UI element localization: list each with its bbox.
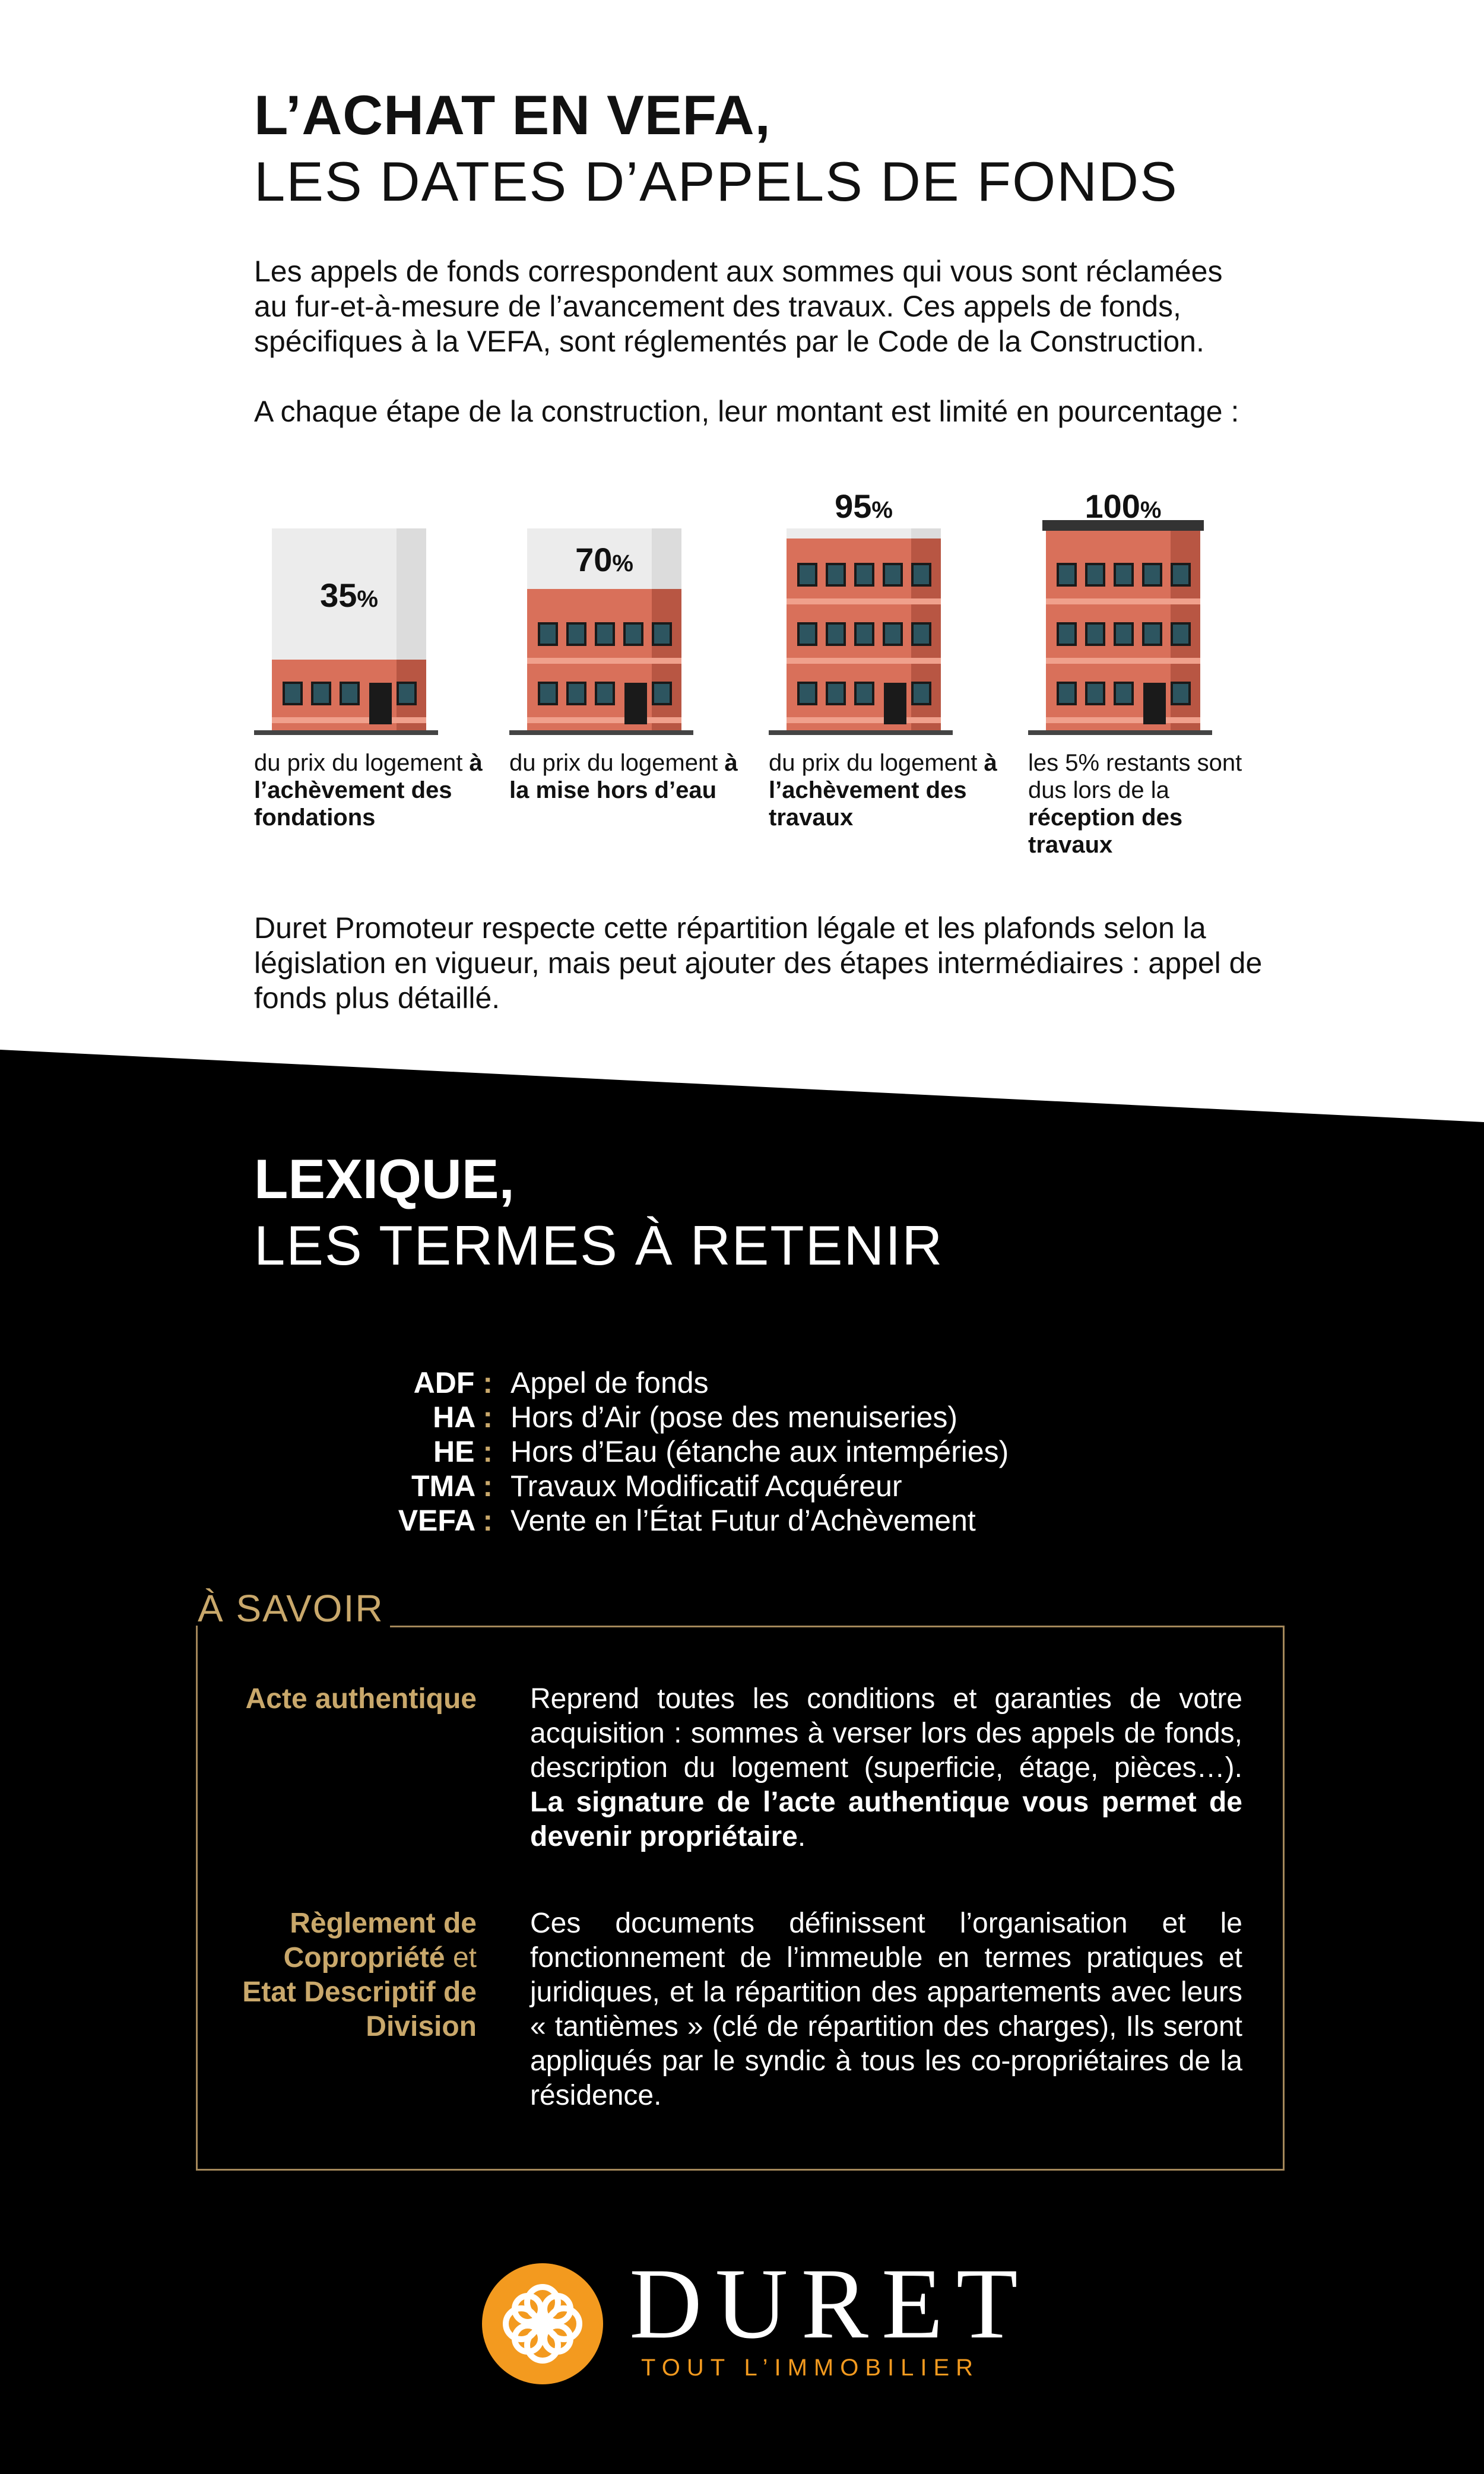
lexique-def: Appel de fonds [510, 1366, 709, 1399]
building-icon [1028, 517, 1218, 742]
lexique-row [332, 1434, 1163, 1469]
lexique-def: Hors d’Eau (étanche aux intempéries) [510, 1435, 1009, 1468]
duret-logo-icon [482, 2263, 603, 2384]
vefa-title [254, 82, 1178, 215]
stage-caption: du prix du logement à la mise hors d’eau [509, 750, 738, 803]
stage-caption: du prix du logement à l’achèvement des travaux [769, 750, 997, 831]
lexique-abbr: HA : [433, 1401, 493, 1434]
stage-percent: 35% [320, 576, 378, 614]
building-icon [769, 517, 959, 742]
stage-caption: du prix du logement à l’achèvement des fondations [254, 750, 483, 831]
savoir-term-reglement: Règlement de Copropriété et Etat Descriptif de Division [242, 1908, 477, 2042]
vefa-title-light: LES DATES D’APPELS DE FONDS [254, 150, 1178, 213]
lexique-row [332, 1400, 1163, 1434]
lexique-abbr: HE : [433, 1435, 493, 1468]
lexique-title-light: LES TERMES À RETENIR [254, 1214, 944, 1276]
lexique-def: Travaux Modificatif Acquéreur [510, 1469, 902, 1503]
intro-paragraph-1: Les appels de fonds correspondent aux sommes qui vous sont réclamées au fur-et-à-mesure de l’avancement des travaux. Ces appels de fonds, spécifiques à la VEFA, sont réglementés par le Code de la Construction. [254, 255, 1223, 358]
intro-paragraph-2: A chaque étape de la construction, leur montant est limité en pourcentage : [254, 395, 1239, 428]
savoir-term-acte: Acte authentique [245, 1683, 477, 1715]
duret-logo-tagline: TOUT L’IMMOBILIER [641, 2355, 980, 2381]
lexique-abbr: TMA : [411, 1469, 493, 1503]
lexique-row [332, 1469, 1163, 1503]
savoir-text-reglement: Ces documents définissent l’organisation et le fonctionnement de l’immeuble en termes pratiques et juridiques, et la répartition des appartements avec leurs « tantièmes » (clé de répartition des charges), Ils seront appliqués par le syndic à tous les co-propriétaires de la résidence. [530, 1908, 1242, 2111]
lexique-def: Hors d’Air (pose des menuiseries) [510, 1401, 958, 1434]
lexique-row [332, 1503, 1163, 1538]
building-icon [254, 517, 444, 742]
lexique-title-bold: LEXIQUE, [254, 1148, 515, 1210]
lexique-title [254, 1146, 943, 1279]
stage-percent: 70% [575, 541, 633, 578]
lexique-abbr: ADF : [413, 1366, 493, 1399]
stage-caption: les 5% restants sont dus lors de la réception des travaux [1028, 750, 1242, 858]
lexique-def: Vente en l’État Futur d’Achèvement [510, 1504, 976, 1537]
lexique-row [332, 1366, 1163, 1400]
vefa-intro [254, 254, 1263, 464]
lexique-abbr: VEFA : [398, 1504, 493, 1537]
duret-logo-wordmark: DURET [629, 2248, 1031, 2359]
savoir-box [196, 1626, 1285, 2171]
stage-percent: 100% [1085, 487, 1162, 525]
savoir-text-acte: Reprend toutes les conditions et garanties de votre acquisition : sommes à verser lors des appels de fonds, description du logement (superficie, étage, pièces…). La signature de l’acte authentique vous permet de devenir propriétaire. [530, 1683, 1242, 1852]
savoir-label: À SAVOIR [198, 1586, 390, 1630]
stage-percent: 95% [835, 487, 893, 525]
vefa-closing-text: Duret Promoteur respecte cette répartition légale et les plafonds selon la législation en vigueur, mais peut ajouter des étapes intermédiaires : appel de fonds plus détaillé. [254, 911, 1263, 1015]
vefa-title-bold: L’ACHAT EN VEFA, [254, 84, 771, 146]
lexique-list [332, 1366, 1163, 1538]
